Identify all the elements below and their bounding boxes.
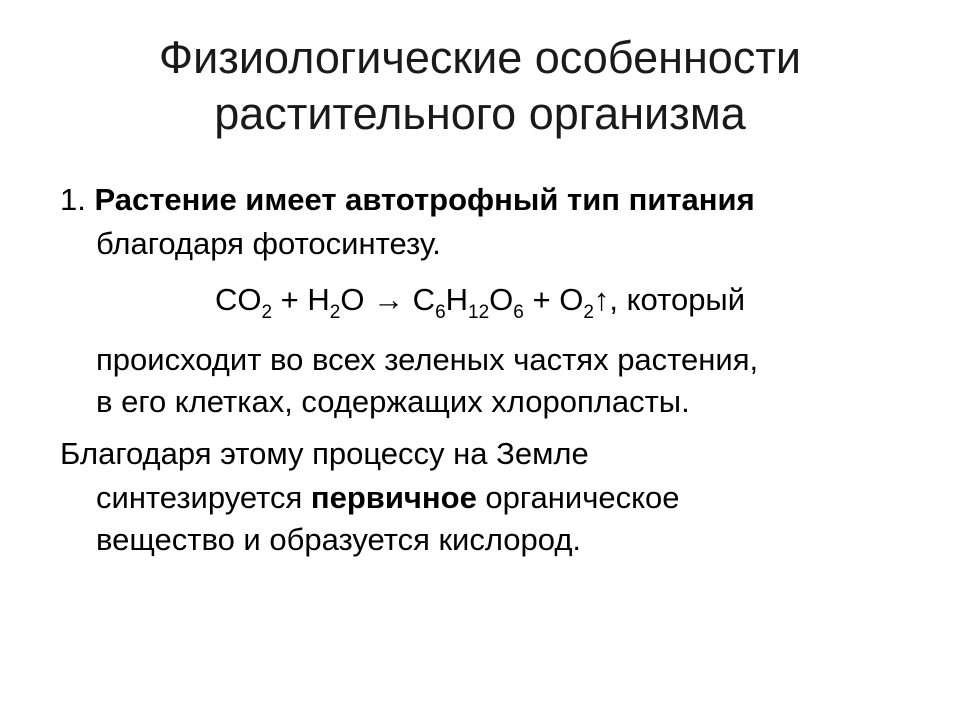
formula-co: CO: [214, 282, 262, 317]
formula-plus-h: + H: [272, 282, 330, 317]
slide-title: [0, 30, 960, 142]
formula-h-sub: 12: [468, 302, 490, 323]
point-1-line-2: благодаря фотосинтезу.: [96, 226, 441, 261]
formula-h: H: [445, 282, 469, 317]
formula-c-sub: 6: [435, 302, 446, 323]
paragraph-2-line-2: [96, 478, 680, 518]
title-line-2: растительного организма: [214, 88, 746, 139]
title-line-1: Физиологические особенности: [158, 32, 802, 83]
formula-o: O: [489, 282, 514, 317]
paragraph-2-bold-word: первичное: [310, 480, 477, 515]
point-1-number: 1.: [60, 182, 86, 217]
paragraph-2-line-1: Благодаря этому процессу на Земле: [60, 436, 589, 471]
formula-o-sub: 6: [513, 302, 524, 323]
photosynthesis-formula: [0, 280, 960, 323]
formula-tail: ↑, который: [593, 282, 746, 317]
paragraph-2-line-2-end: органическое: [476, 480, 680, 515]
paragraph-2-line-2-start: синтезируется: [96, 480, 311, 515]
formula-h2o-sub: 2: [329, 302, 341, 323]
formula-plus-o: + O: [523, 282, 584, 317]
formula-o-arrow-c: O → C: [340, 282, 436, 317]
point-1-line-1: [60, 180, 755, 220]
point-1-bold-text: Растение имеет автотрофный тип питания: [94, 182, 755, 217]
continuation-line-1: происходит во всех зеленых частях растения,: [96, 342, 759, 377]
paragraph-2-line-3: вещество и образуется кислород.: [96, 522, 582, 557]
continuation-line-2: в его клетках, содержащих хлоропласты.: [96, 384, 690, 419]
formula-o2-sub: 2: [583, 302, 594, 323]
formula-co-sub: 2: [261, 302, 273, 323]
